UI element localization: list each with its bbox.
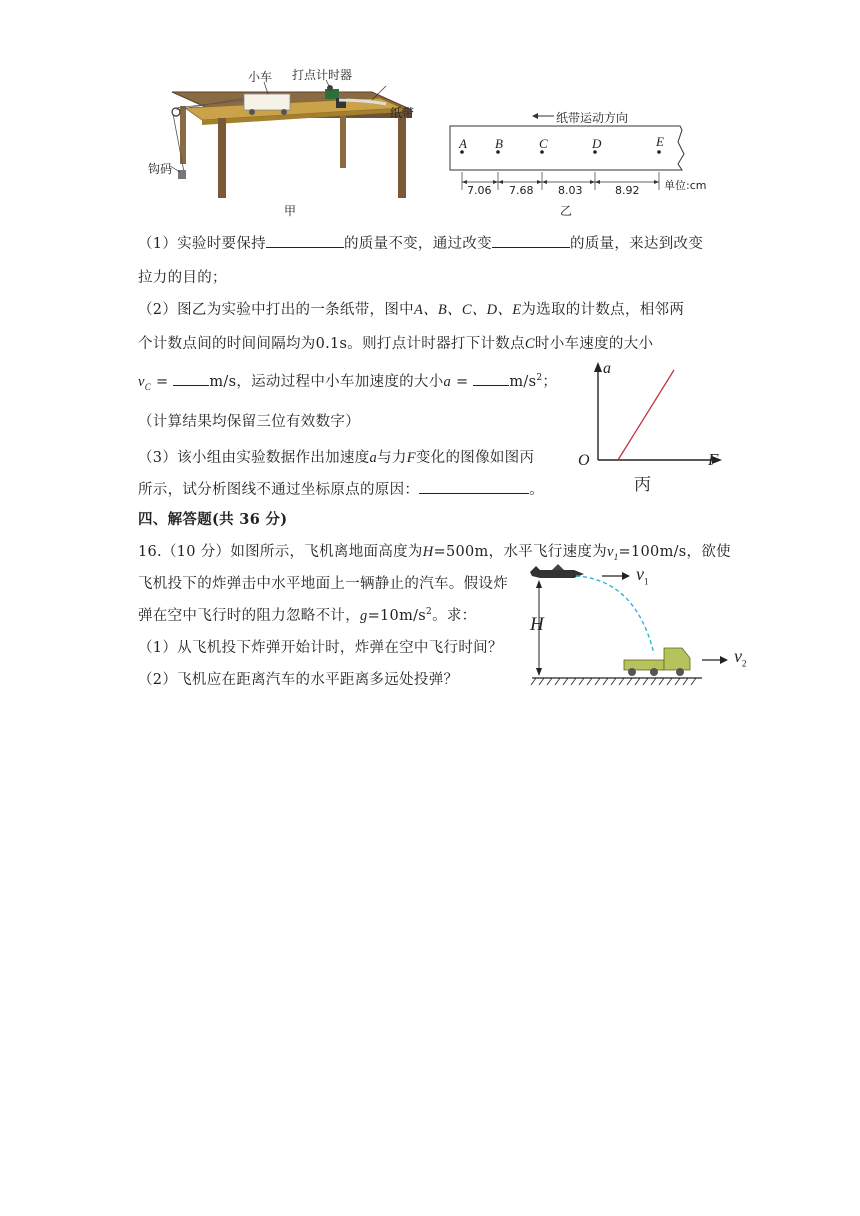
section-4-heading: 四、解答题(共 36 分)	[138, 511, 288, 528]
q15-a-symbol: a	[443, 374, 452, 390]
tape-point-c: C	[539, 136, 548, 151]
q15-p2-points: A、B、C、D、E	[413, 302, 522, 318]
q15-part1-line1	[138, 232, 703, 253]
q15-p3-f-symbol: F	[406, 450, 416, 466]
q15-blank-vc[interactable]	[173, 384, 209, 386]
q16-v-symbol: v	[606, 544, 614, 560]
q15-p3-a-symbol: a	[369, 450, 378, 466]
graph-x-label: F	[708, 450, 719, 469]
fig-h-label: H	[530, 614, 544, 635]
q15-p2-text-a: （2）图乙为实验中打出的一条纸带，图中	[138, 302, 414, 318]
caption-yi: 乙	[560, 204, 573, 218]
q15-p2-text-d: 时小车速度的大小	[534, 336, 654, 352]
q16-text-b: =500m，水平飞行速度为	[433, 544, 607, 560]
q15-p1-text-c: 的质量，来达到改变	[569, 236, 704, 252]
q16-line3-sup: 2	[426, 607, 433, 618]
q16-line3	[138, 604, 476, 625]
q16-line2: 飞机投下的炸弹击中水平地面上一辆静止的汽车。假设炸	[138, 576, 508, 592]
q15-p3-text-d: 所示，试分析图线不通过坐标原点的原因：	[138, 482, 420, 498]
tape-point-b: B	[495, 136, 503, 151]
tape-segment-cd: 8.03	[558, 184, 583, 197]
q15-p2-c-point: C	[524, 336, 535, 352]
fig-v2-symbol: v	[734, 646, 742, 666]
tape-point-a: A	[459, 136, 467, 151]
q16-sub2: （2）飞机应在距离汽车的水平距离多远处投弹？	[138, 672, 459, 688]
fig-v1-sub: 1	[644, 576, 649, 587]
q15-blank-reason[interactable]	[419, 492, 529, 494]
q15-blank-a[interactable]	[473, 384, 509, 386]
caption-bing: 丙	[634, 475, 651, 495]
q15-p2-end: ；	[542, 374, 558, 390]
q15-p2-text-e: ，运动过程中小车加速度的大小	[236, 374, 444, 390]
q16-text-a: 16.（10 分）如图所示，飞机离地面高度为	[138, 544, 423, 560]
tape-segment-bc: 7.68	[509, 184, 534, 197]
tape-segment-de: 8.92	[615, 184, 640, 197]
q16-line3-text-a: 弹在空中飞行时的阻力忽略不计，	[138, 608, 360, 624]
tape-unit: 单位:cm	[664, 179, 707, 192]
q15-p2-text-b: 为选取的计数点，相邻两	[521, 302, 685, 318]
label-weight: 钩码	[148, 162, 173, 176]
q16-text-c: =100m/s，欲使	[618, 544, 731, 560]
q15-p3-text-b: 与力	[377, 450, 407, 466]
q15-p2-text-c: 个计数点间的时间间隔均为0.1s。则打点计时器打下计数点	[138, 336, 525, 352]
q15-unit-2-sup: 2	[536, 373, 543, 384]
q15-part3-line2	[138, 478, 544, 499]
q15-p3-text-c: 变化的图像如图丙	[415, 450, 535, 466]
label-timer: 打点计时器	[292, 68, 353, 82]
fig-v2-sub: 2	[742, 658, 747, 669]
q15-unit-2: m/s	[509, 374, 537, 390]
q15-vc-symbol: v	[138, 374, 145, 390]
q16-v-sub: 1	[613, 551, 619, 562]
q15-part2-line1	[138, 298, 684, 319]
caption-jia: 甲	[284, 204, 297, 218]
fig-v2-label	[734, 646, 747, 669]
q15-part3-line1	[138, 446, 534, 467]
q16-g-symbol: g	[360, 608, 368, 624]
graph-y-label: a	[603, 360, 611, 377]
q15-unit-1: m/s	[209, 374, 237, 390]
q15-part2-line3: $v_C = m/s$，运动过程中小车加速度的大小$a = m/s^2$；	[138, 373, 558, 392]
q16-line3-text-c: 。求：	[432, 608, 477, 624]
q15-p1-text-b: 的质量不变，通过改变	[343, 236, 492, 252]
label-car: 小车	[248, 70, 273, 84]
fig-v1-symbol: v	[636, 564, 644, 584]
q15-part1-line2: 拉力的目的；	[138, 270, 227, 286]
q16-line1	[138, 540, 731, 562]
q15-part2-note: （计算结果均保留三位有效数字）	[138, 414, 360, 430]
graph-origin-label: O	[578, 452, 590, 469]
tape-segment-ab: 7.06	[467, 184, 492, 197]
q15-vc-sub: C	[144, 381, 152, 392]
q15-p3-text-a: （3）该小组由实验数据作出加速度	[138, 450, 370, 466]
q16-line3-text-b: =10m/s	[367, 608, 427, 624]
q15-p3-end: 。	[529, 482, 545, 498]
figure-jia-apparatus	[140, 64, 440, 219]
q15-blank-1[interactable]	[266, 246, 344, 248]
tape-direction-label: 纸带运动方向	[556, 111, 629, 125]
tape-point-e: E	[656, 134, 664, 149]
tape-point-d: D	[592, 136, 602, 151]
fig-v1-label	[636, 564, 649, 587]
q15-p1-text-a: （1）实验时要保持	[138, 236, 266, 252]
graph-line	[618, 370, 674, 460]
q15-vc-eq: =	[151, 374, 174, 390]
q15-part2-line2	[138, 332, 653, 353]
q16-h-symbol: H	[422, 544, 434, 560]
q16-sub1: （1）从飞机投下炸弹开始计时，炸弹在空中飞行时间？	[138, 640, 503, 656]
q15-blank-2[interactable]	[492, 246, 570, 248]
label-tape: 纸带	[390, 106, 415, 120]
